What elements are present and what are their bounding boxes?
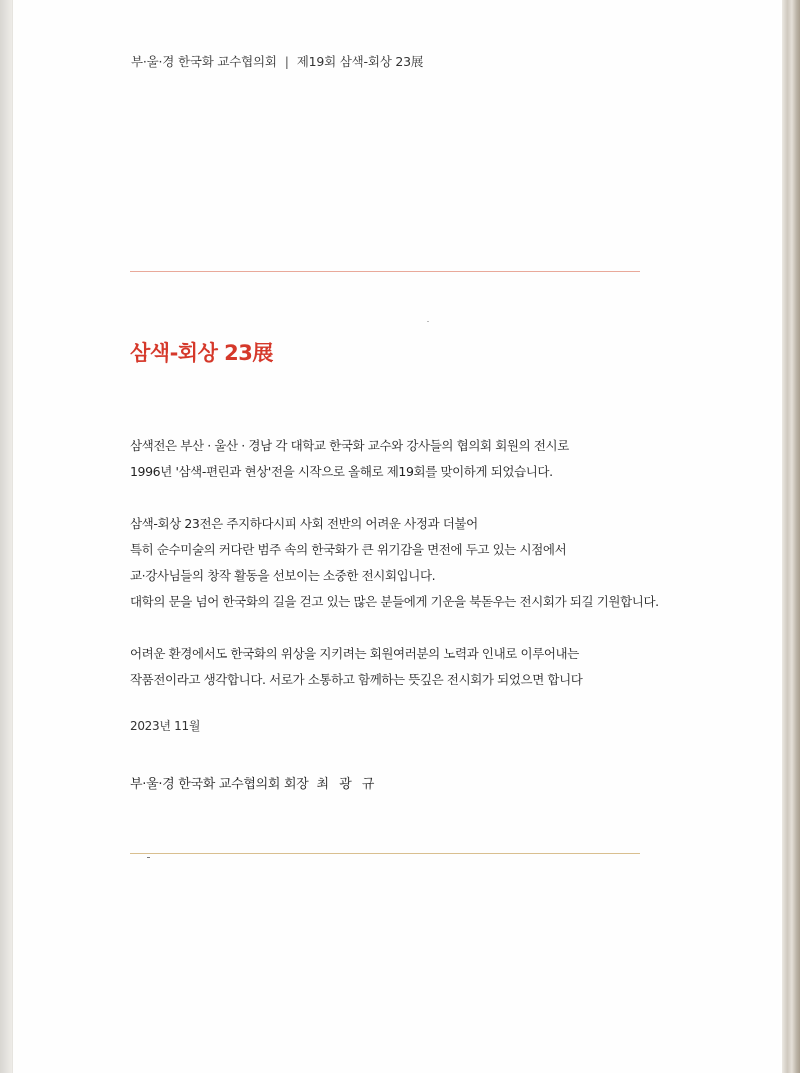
date: 2023년 11월	[130, 719, 201, 733]
paragraph	[130, 511, 659, 615]
running-header	[131, 52, 423, 70]
text-line: 어려운 환경에서도 한국화의 위상을 지키려는 회원여러분의 노력과 인내로 이루어내는	[130, 646, 579, 661]
body-text	[130, 433, 659, 719]
scan-speck	[147, 857, 150, 858]
signature-title: 부·울·경 한국화 교수협의회 회장	[130, 777, 309, 792]
header-exhibition: 제19회 삼색-회상 23展	[296, 54, 424, 69]
text-line: 특히 순수미술의 커다란 범주 속의 한국화가 큰 위기감을 면전에 두고 있는 시점에서	[130, 542, 567, 557]
signature	[130, 773, 377, 792]
text-line: 삼색-회상 23전은 주지하다시피 사회 전반의 어려운 사정과 더불어	[130, 516, 478, 531]
top-divider	[130, 271, 640, 272]
page-edge-stack	[782, 0, 800, 1073]
text-line: 대학의 문을 넘어 한국화의 길을 걷고 있는 많은 분들에게 기운을 북돋우는 전시회가 되길 기원합니다.	[130, 594, 659, 609]
header-organization: 부·울·경 한국화 교수협의회	[131, 54, 277, 69]
header-separator: |	[284, 54, 289, 69]
text-line: 작품전이라고 생각합니다. 서로가 소통하고 함께하는 뜻깊은 전시회가 되었으면 합니다	[130, 672, 583, 687]
paragraph	[130, 433, 650, 485]
bottom-divider	[130, 853, 640, 854]
book-spine-shadow	[0, 0, 12, 1073]
signature-name: 최 광 규	[316, 777, 378, 792]
text-line: 교·강사님들의 창작 활동을 선보이는 소중한 전시회입니다.	[130, 568, 436, 583]
page-title: 삼색-회상 23展	[130, 341, 273, 365]
paragraph	[130, 641, 650, 693]
scan-speck	[427, 321, 429, 322]
text-line: 삼색전은 부산 · 울산 · 경남 각 대학교 한국화 교수와 강사들의 협의회 회원의 전시로	[130, 438, 569, 453]
document-page	[12, 0, 783, 1073]
text-line: 1996년 '삼색-편린과 현상'전을 시작으로 올해로 제19회를 맞이하게 되었습니다.	[130, 464, 553, 479]
